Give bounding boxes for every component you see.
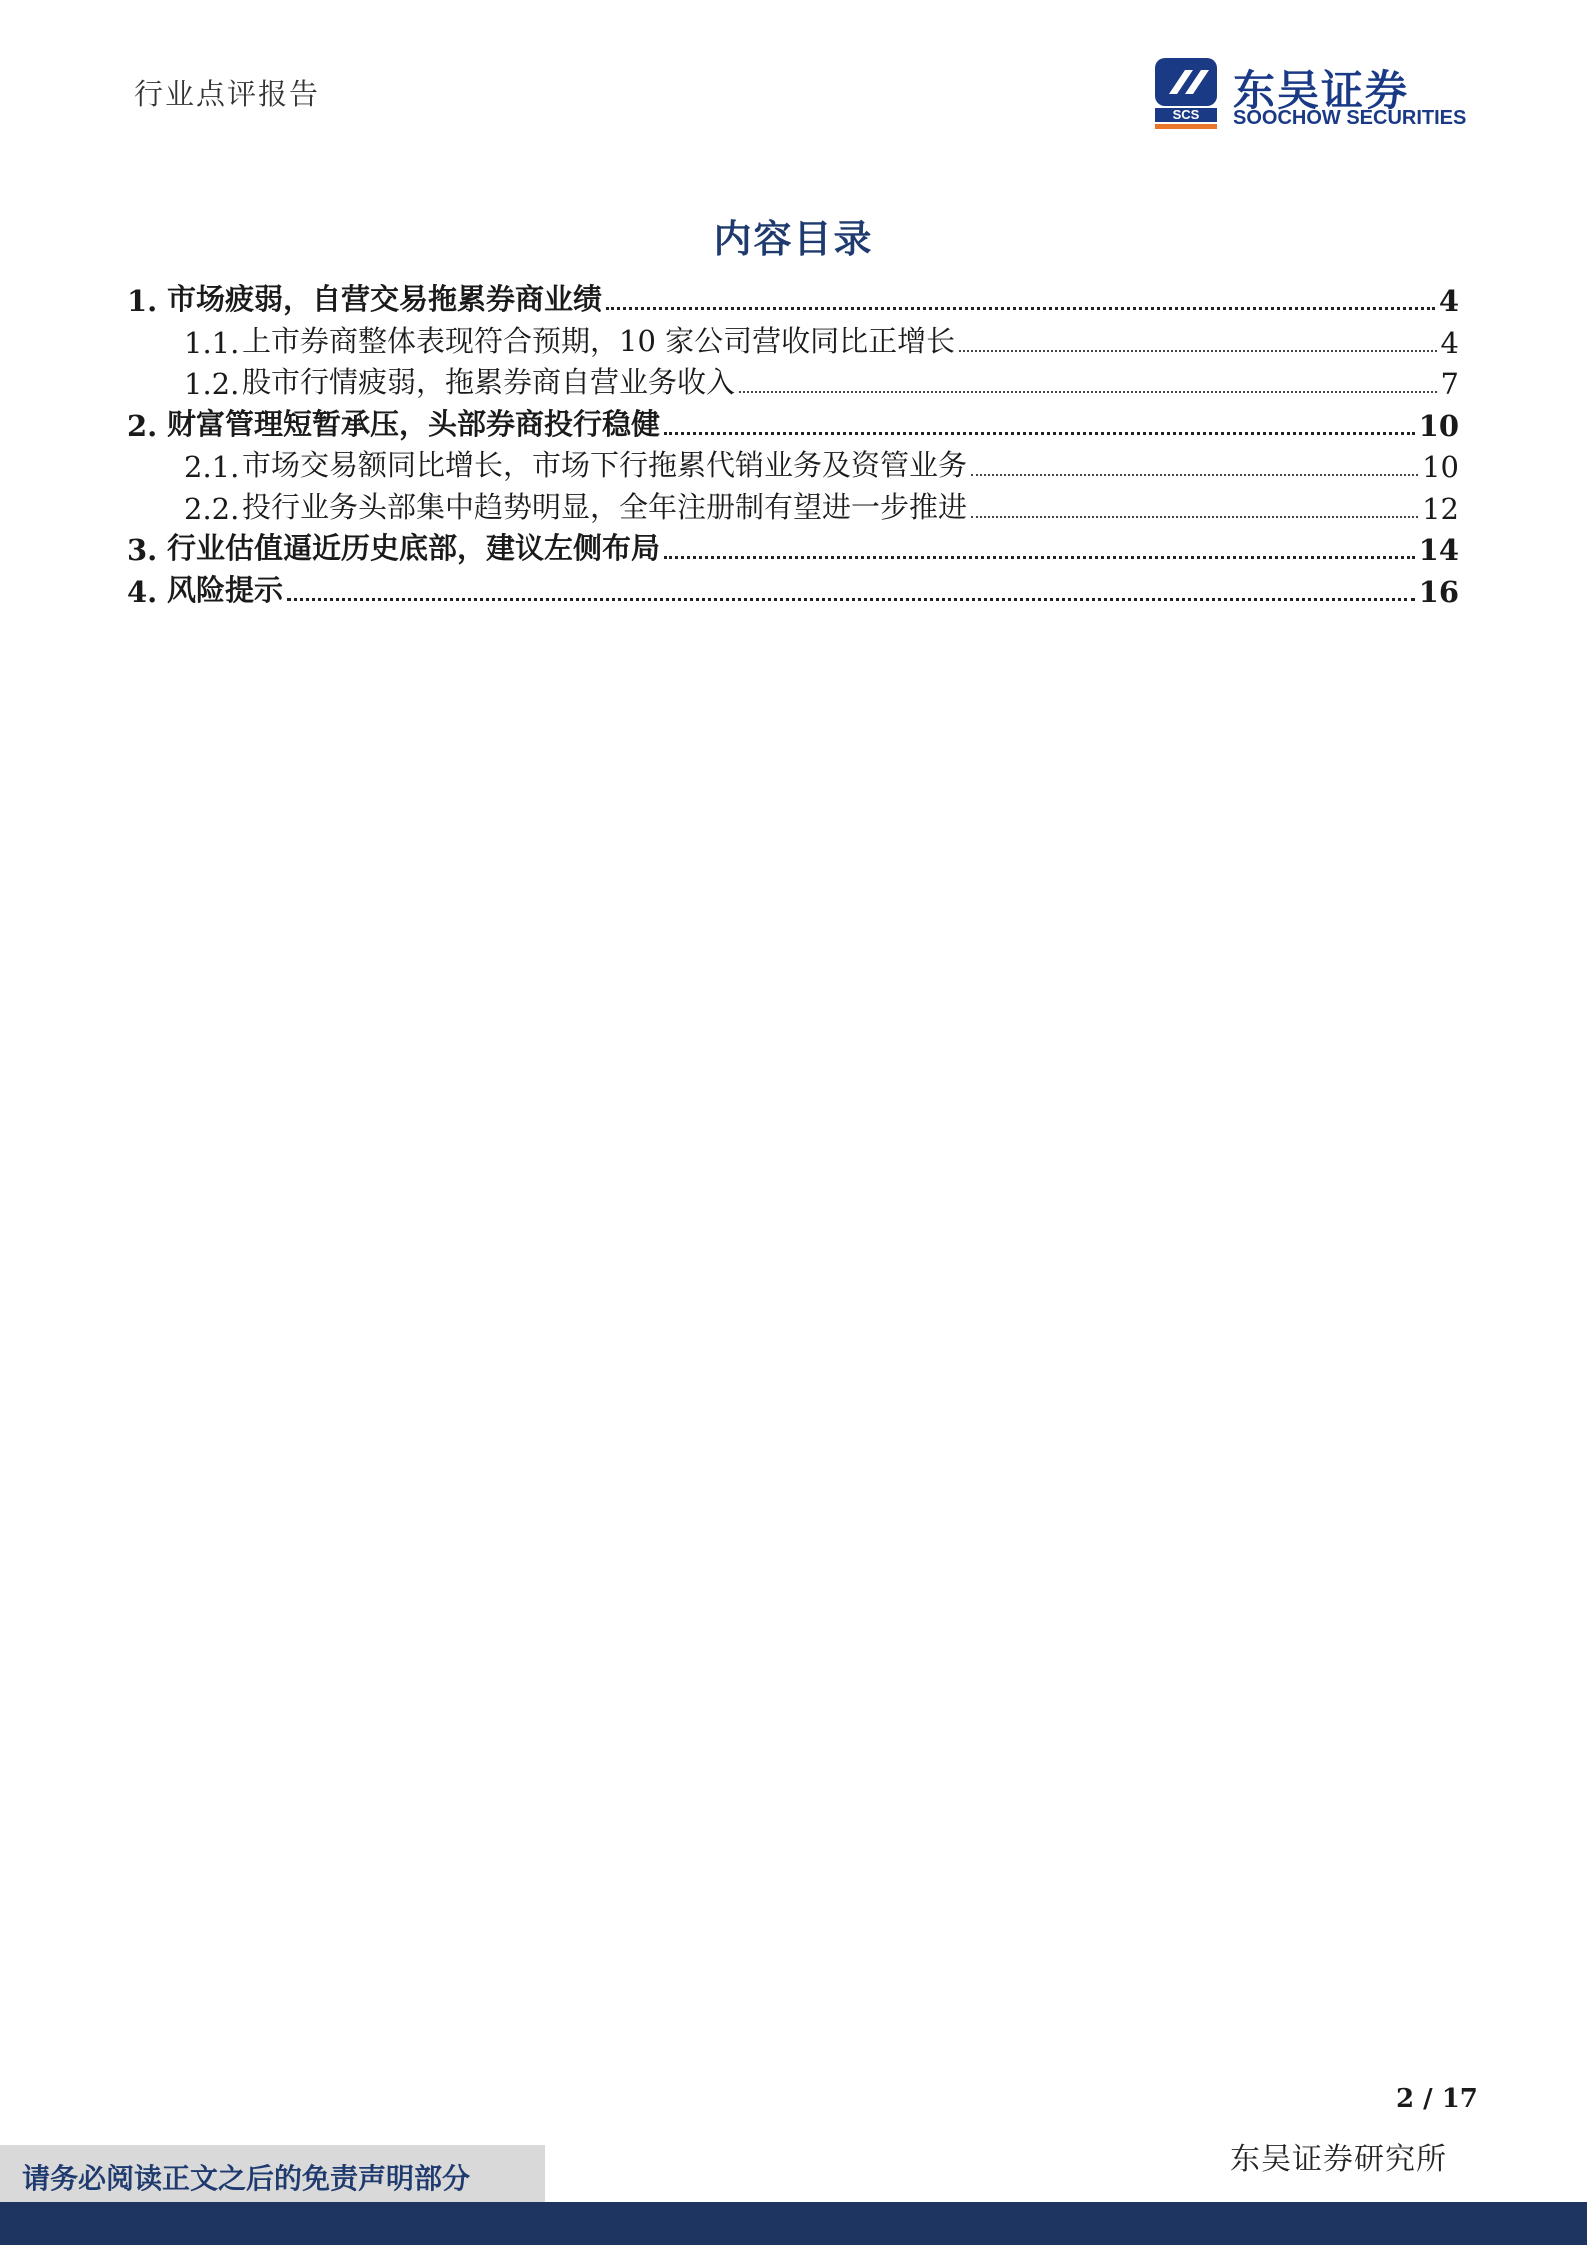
toc-dot-leader — [959, 350, 1436, 352]
toc-entry-page: 16 — [1418, 574, 1459, 609]
report-type-label: 行业点评报告 — [134, 77, 321, 111]
toc-dot-leader — [971, 516, 1418, 518]
toc-entry-title: 市场疲弱，自营交易拖累券商业绩 — [167, 282, 603, 316]
institute-name: 东吴证券研究所 — [1230, 2142, 1447, 2177]
toc-entry-number: 1.1. — [184, 325, 240, 360]
scs-logo-icon — [1155, 58, 1217, 130]
toc-entry-number: 2. — [127, 408, 158, 443]
toc-entry-title: 市场交易额同比增长，市场下行拖累代销业务及资管业务 — [242, 448, 968, 482]
toc-entry-title: 上市券商整体表现符合预期，10 家公司营收同比正增长 — [242, 323, 956, 358]
toc-entry-page: 10 — [1422, 450, 1459, 484]
toc-dot-leader — [606, 307, 1435, 310]
toc-entry-page: 4 — [1440, 325, 1459, 360]
toc-entry-title: 投行业务头部集中趋势明显，全年注册制有望进一步推进 — [242, 489, 968, 524]
toc-entry[interactable] — [127, 444, 1459, 484]
brand-logo — [1155, 58, 1470, 133]
toc-entry[interactable] — [127, 320, 1459, 360]
toc-entry[interactable] — [127, 527, 1459, 567]
toc-dot-leader — [287, 598, 1415, 601]
toc-dot-leader — [739, 391, 1437, 393]
toc-entry-title: 财富管理短暂承压，头部券商投行稳健 — [167, 406, 661, 441]
toc-dot-leader — [664, 432, 1415, 435]
toc-entry-page: 10 — [1418, 408, 1459, 443]
disclaimer-text: 请务必阅读正文之后的免责声明部分 — [22, 2162, 471, 2195]
toc-entry-title: 行业估值逼近历史底部，建议左侧布局 — [167, 531, 661, 565]
toc-entry-number: 2.2. — [184, 491, 240, 526]
toc-entry-number: 4. — [127, 574, 158, 609]
logo-mark-text: SCS — [1172, 107, 1200, 122]
toc-title: 内容目录 — [713, 216, 874, 261]
disclaimer-box — [0, 2145, 545, 2202]
toc-entry-page: 7 — [1440, 367, 1459, 401]
toc-entry-title: 风险提示 — [167, 572, 284, 607]
toc-entry[interactable] — [127, 278, 1459, 318]
toc-dot-leader — [664, 556, 1415, 559]
footer-bar — [0, 2202, 1587, 2245]
toc-entry[interactable] — [127, 403, 1459, 443]
toc-entry-number: 1. — [127, 284, 158, 318]
toc-entry[interactable] — [127, 569, 1459, 609]
toc-entry-number: 1.2. — [184, 367, 240, 401]
brand-name-cn: 东吴证券 — [1233, 66, 1410, 115]
toc-entry-number: 2.1. — [184, 450, 240, 484]
toc-entry-number: 3. — [127, 533, 158, 567]
toc-entry-page: 12 — [1422, 491, 1459, 526]
toc-entry[interactable] — [127, 486, 1459, 526]
toc-entry-page: 4 — [1438, 284, 1459, 318]
toc-dot-leader — [971, 474, 1418, 476]
toc-entry-page: 14 — [1418, 533, 1459, 567]
toc-entry-title: 股市行情疲弱，拖累券商自营业务收入 — [242, 365, 736, 399]
toc-entry[interactable] — [127, 361, 1459, 401]
page-counter: 2 / 17 — [1396, 2084, 1478, 2114]
brand-name-en: SOOCHOW SECURITIES — [1233, 107, 1467, 129]
